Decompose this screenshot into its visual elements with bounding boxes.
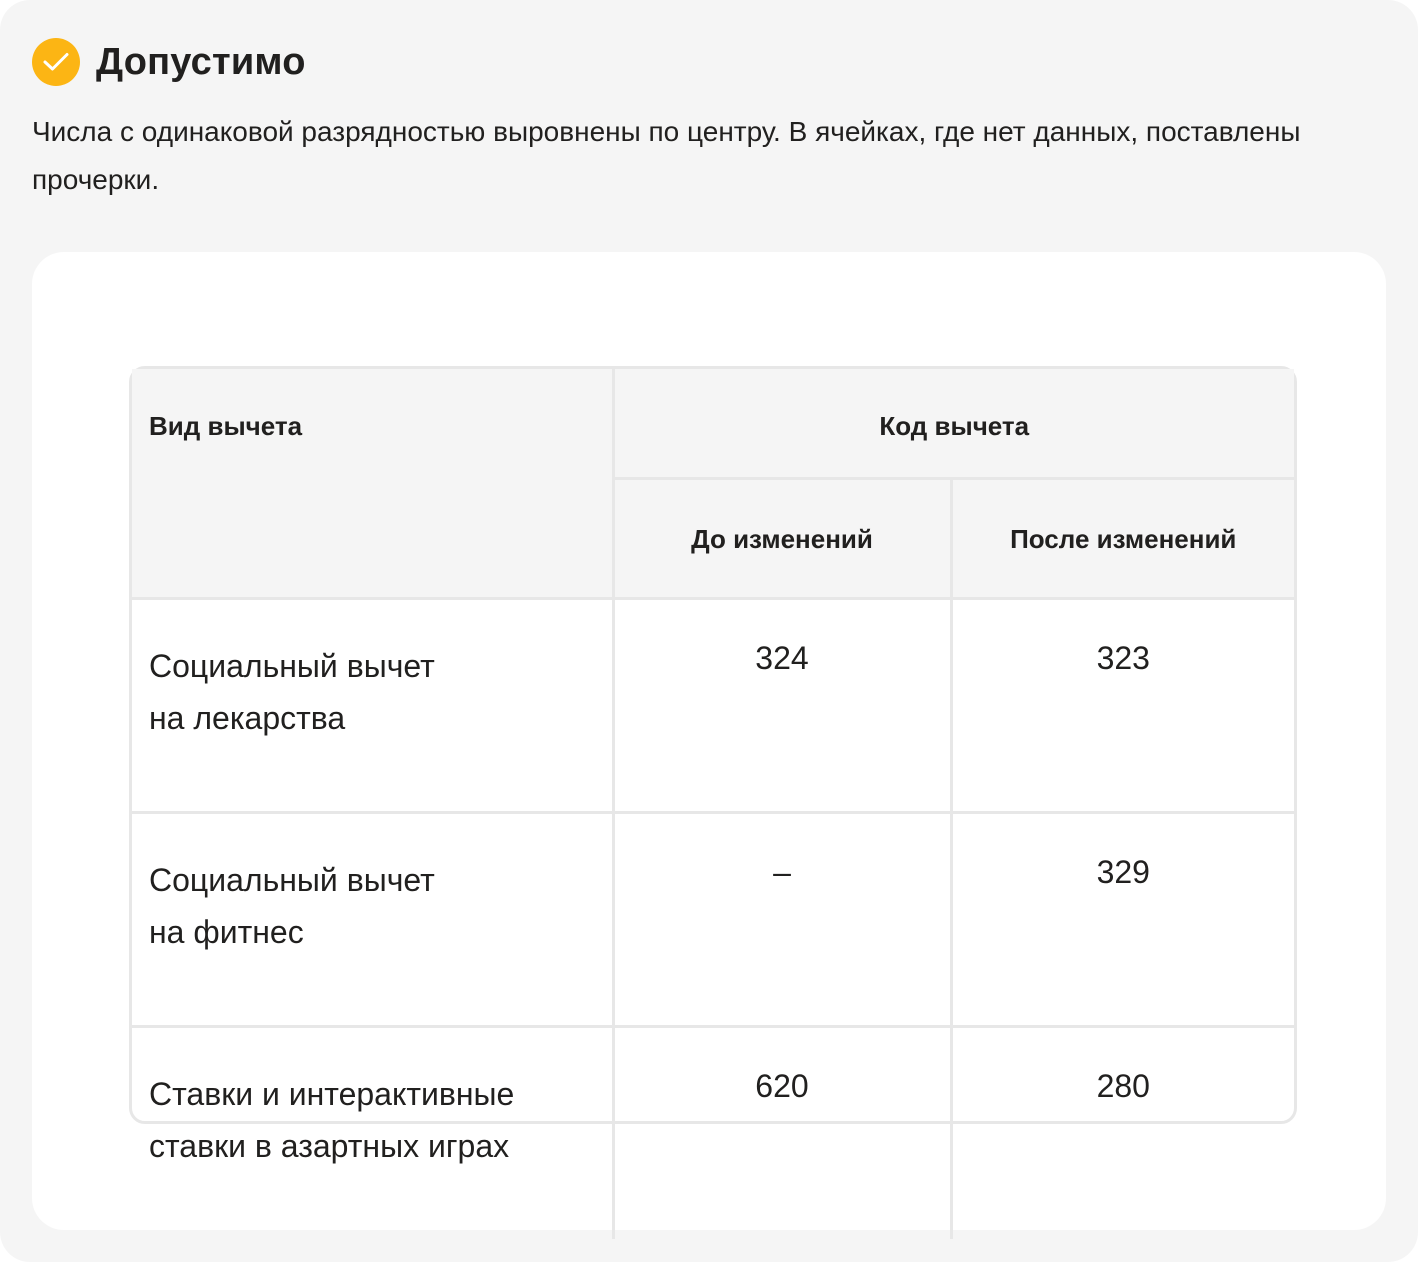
- code-before: 620: [613, 1026, 951, 1239]
- deduction-name: Социальный вычет на фитнес: [132, 812, 613, 1026]
- code-after: 329: [951, 812, 1294, 1026]
- header-deduction-code: Код вычета: [613, 369, 1294, 478]
- verdict-header: [32, 36, 306, 88]
- header-after-changes: После изменений: [951, 478, 1294, 598]
- code-before: 324: [613, 598, 951, 812]
- example-card: [32, 252, 1386, 1230]
- table-row: [132, 598, 1294, 812]
- code-before: –: [613, 812, 951, 1026]
- description-text: Числа с одинаковой разрядностью выровнены по центру. В ячейках, где нет данных, поставлены прочерки.: [32, 116, 1301, 195]
- code-after: 323: [951, 598, 1294, 812]
- header-before-changes: До изменений: [613, 478, 951, 598]
- check-icon: [32, 38, 80, 86]
- deduction-table: [129, 366, 1297, 1164]
- table-row: [132, 812, 1294, 1026]
- verdict-title: Допустимо: [96, 40, 306, 83]
- code-after: 280: [951, 1026, 1294, 1239]
- header-deduction-type: Вид вычета: [132, 369, 613, 598]
- table-row: [132, 1026, 1294, 1239]
- deduction-name: Социальный вычет на лекарства: [132, 598, 613, 812]
- deduction-name: Ставки и интерактивные ставки в азартных играх: [132, 1026, 613, 1239]
